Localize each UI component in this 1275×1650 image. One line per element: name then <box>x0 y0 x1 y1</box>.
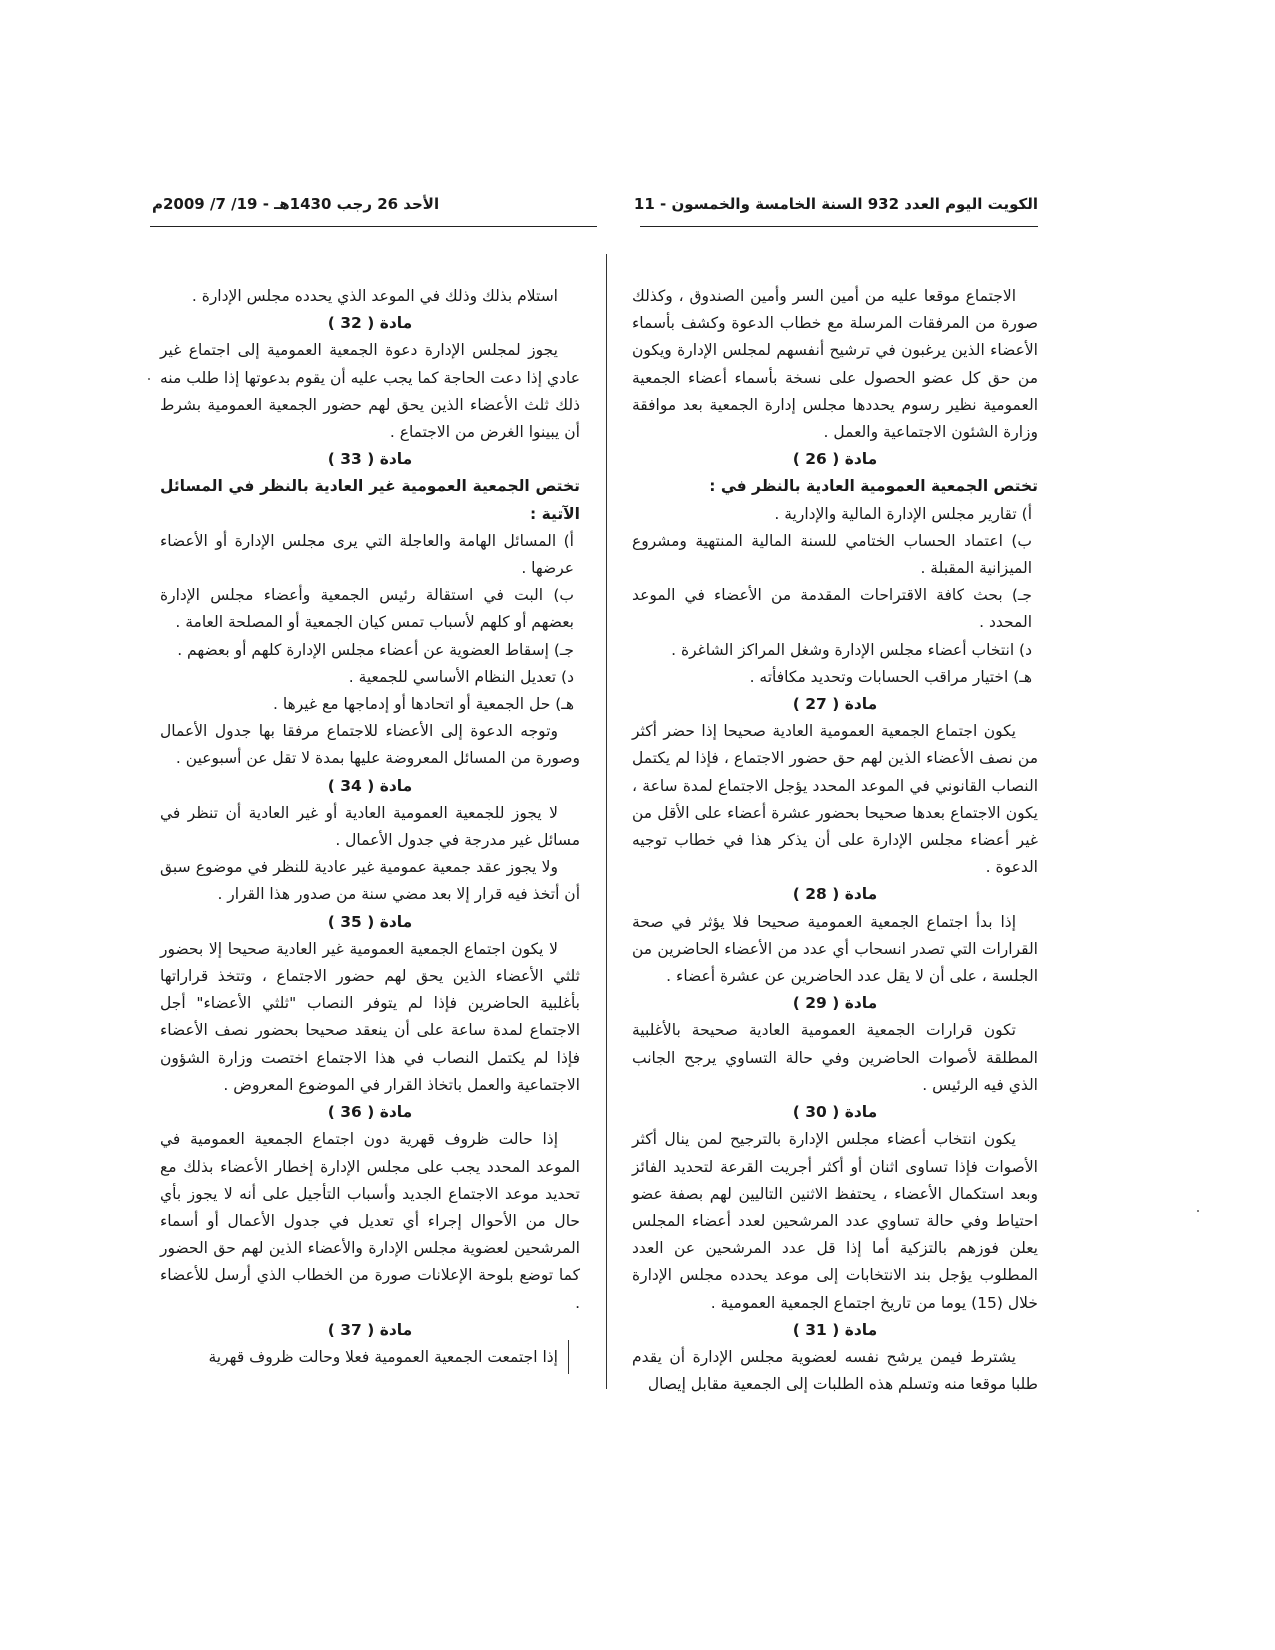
list-item: د) انتخاب أعضاء مجلس الإدارة وشغل المراكز الشاغرة . <box>671 640 1032 659</box>
section-lead: تختص الجمعية العمومية العادية بالنظر في : <box>709 477 1038 496</box>
article-heading: مادة ( 32 ) <box>327 314 413 333</box>
article-heading: مادة ( 28 ) <box>792 885 878 904</box>
article-heading: مادة ( 29 ) <box>792 994 878 1013</box>
header-rule-left <box>150 226 597 227</box>
article-heading: مادة ( 27 ) <box>792 695 878 714</box>
article-heading: مادة ( 26 ) <box>792 450 878 469</box>
list-item: ب) البت في استقالة رئيس الجمعية وأعضاء مجلس الإدارة بعضهم أو كلهم لأسباب تمس كيان الجمعية أو المصلحة العامة . <box>160 586 574 632</box>
section-lead: تختص الجمعية العمومية غير العادية بالنظر في المسائل الآتية : <box>160 477 580 523</box>
list-item: هـ) اختيار مراقب الحسابات وتحديد مكافأته . <box>749 667 1032 686</box>
article-heading: مادة ( 34 ) <box>327 776 413 795</box>
article-heading: مادة ( 33 ) <box>327 450 413 469</box>
paragraph: إذا بدأ اجتماع الجمعية العمومية صحيحا فلا يؤثر في صحة القرارات التي تصدر انسحاب أي عدد من الأعضاء الحاضرين من الجلسة ، على أن لا يقل عدد الحاضرين عن عشرة أعضاء . <box>632 912 1038 986</box>
list-item: أ) تقارير مجلس الإدارة المالية والإدارية . <box>774 504 1032 523</box>
article-heading: مادة ( 37 ) <box>327 1320 413 1339</box>
list-item: د) تعديل النظام الأساسي للجمعية . <box>348 667 574 686</box>
paragraph: يشترط فيمن يرشح نفسه لعضوية مجلس الإدارة أن يقدم طلبا موقعا منه وتسلم هذه الطلبات إلى الجمعية مقابل إيصال <box>632 1347 1038 1394</box>
scan-speck <box>1197 1210 1199 1212</box>
page-header-left: الأحد 26 رجب 1430هـ - 19/ 7/ 2009م <box>152 195 440 213</box>
paragraph: يجوز لمجلس الإدارة دعوة الجمعية العمومية إلى اجتماع غير عادي إذا دعت الحاجة كما يجب عليه أن يقوم بدعوتها إذا طلب منه ذلك ثلث الأعضاء الذين يحق لهم حضور الجمعية العمومية بشرط أن يبينوا الغرض من الاجتماع . <box>160 341 580 442</box>
list-item: جـ) إسقاط العضوية عن أعضاء مجلس الإدارة كلهم أو بعضهم . <box>177 640 574 659</box>
header-rule-right <box>640 226 1038 227</box>
paragraph: لا يكون اجتماع الجمعية العمومية غير العادية صحيحا إلا بحضور ثلثي الأعضاء الذين يحق لهم حضور الاجتماع ، وتتخذ قراراتها بأغلبية الحاضرين فإذا لم يتوفر النصاب "ثلثي الأعضاء" أجل الاجتماع لمدة ساعة على أن ينعقد صحيحا بحضور نصف الأعضاء فإذا لم يكتمل النصاب في هذا الاجتماع اختصت وزارة الشؤون الاجتماعية والعمل باتخاذ القرار في الموضوع المعروض . <box>160 939 580 1094</box>
article-heading: مادة ( 31 ) <box>792 1320 878 1339</box>
left-text-column <box>160 283 580 1371</box>
list-item: أ) المسائل الهامة والعاجلة التي يرى مجلس الإدارة أو الأعضاء عرضها . <box>160 531 574 578</box>
right-text-column <box>632 283 1038 1398</box>
scan-speck <box>148 378 150 380</box>
paragraph: يكون اجتماع الجمعية العمومية العادية صحيحا إذا حضر أكثر من نصف الأعضاء الذين لهم حق حضور الاجتماع ، فإذا لم يكتمل النصاب القانوني في الموعد المحدد يؤجل الاجتماع لمدة ساعة ، يكون الاجتماع بعدها صحيحا بحضور عشرة أعضاء على الأقل من غير أعضاء مجلس الإدارة على أن يذكر هذا في خطاب توجيه الدعوة . <box>632 722 1038 877</box>
paragraph: استلام بذلك وذلك في الموعد الذي يحدده مجلس الإدارة . <box>191 287 558 305</box>
paragraph: تكون قرارات الجمعية العمومية العادية صحيحة بالأغلبية المطلقة لأصوات الحاضرين وفي حالة التساوي يرجح الجانب الذي فيه الرئيس . <box>632 1021 1038 1094</box>
article-heading: مادة ( 35 ) <box>327 912 413 931</box>
paragraph: ولا يجوز عقد جمعية عمومية غير عادية للنظر في موضوع سبق أن أتخذ فيه قرار إلا بعد مضي سنة من صدور هذا القرار . <box>160 858 580 904</box>
paragraph: يكون انتخاب أعضاء مجلس الإدارة بالترجيح لمن ينال أكثر الأصوات فإذا تساوى اثنان أو أكثر أجريت القرعة لتحديد الفائز وبعد استكمال الأعضاء ، يحتفظ الاثنين التاليين لهم بصفة عضو احتياط وفي حالة تساوي عدد المرشحين لعدد أعضاء المجلس يعلن فوزهم بالتزكية أما إذا قل عدد المرشحين عن العدد المطلوب يؤجل بند الانتخابات إلى موعد يحدده مجلس الإدارة خلال (15) يوما من تاريخ اجتماع الجمعية العمومية . <box>632 1130 1038 1312</box>
paragraph: لا يجوز للجمعية العمومية العادية أو غير العادية أن تنظر في مسائل غير مدرجة في جدول الأعمال . <box>160 803 580 850</box>
paragraph: وتوجه الدعوة إلى الأعضاء للاجتماع مرفقا بها جدول الأعمال وصورة من المسائل المعروضة عليها بمدة لا تقل عن أسبوعين . <box>160 722 580 768</box>
list-item: ب) اعتماد الحساب الختامي للسنة المالية المنتهية ومشروع الميزانية المقبلة . <box>632 531 1032 578</box>
page-header-right: الكويت اليوم العدد 932 السنة الخامسة والخمسون - 11 <box>633 195 1038 213</box>
article-heading: مادة ( 36 ) <box>327 1103 413 1122</box>
paragraph: إذا حالت ظروف قهرية دون اجتماع الجمعية العمومية في الموعد المحدد يجب على مجلس الإدارة إخطار الأعضاء بذلك مع تحديد موعد الاجتماع الجديد وأسباب التأجيل على أنه لا يجوز بأي حال من الأحوال إجراء أي تعديل في جدول الأعمال أو أسماء المرشحين لعضوية مجلس الإدارة والأعضاء الذين لهم حق الحضور كما توضع بلوحة الإعلانات صورة من الخطاب الذي أرسل للأعضاء . <box>160 1130 580 1312</box>
column-divider <box>606 254 607 1389</box>
list-item: جـ) بحث كافة الاقتراحات المقدمة من الأعضاء في الموعد المحدد . <box>632 586 1032 632</box>
article-heading: مادة ( 30 ) <box>792 1103 878 1122</box>
paragraph: الاجتماع موقعا عليه من أمين السر وأمين الصندوق ، وكذلك صورة من المرفقات المرسلة مع خطاب الدعوة وكشف بأسماء الأعضاء الذين يرغبون في ترشيح أنفسهم لمجلس الإدارة ويكون من حق كل عضو الحصول على نسخة بأسماء أعضاء الجمعية العمومية نظير رسوم يحددها مجلس إدارة الجمعية بعد موافقة وزارة الشئون الاجتماعية والعمل . <box>632 287 1038 442</box>
list-item: هـ) حل الجمعية أو اتحادها أو إدماجها مع غيرها . <box>272 695 574 714</box>
paragraph: إذا اجتمعت الجمعية العمومية فعلا وحالت ظروف قهرية <box>208 1347 558 1366</box>
